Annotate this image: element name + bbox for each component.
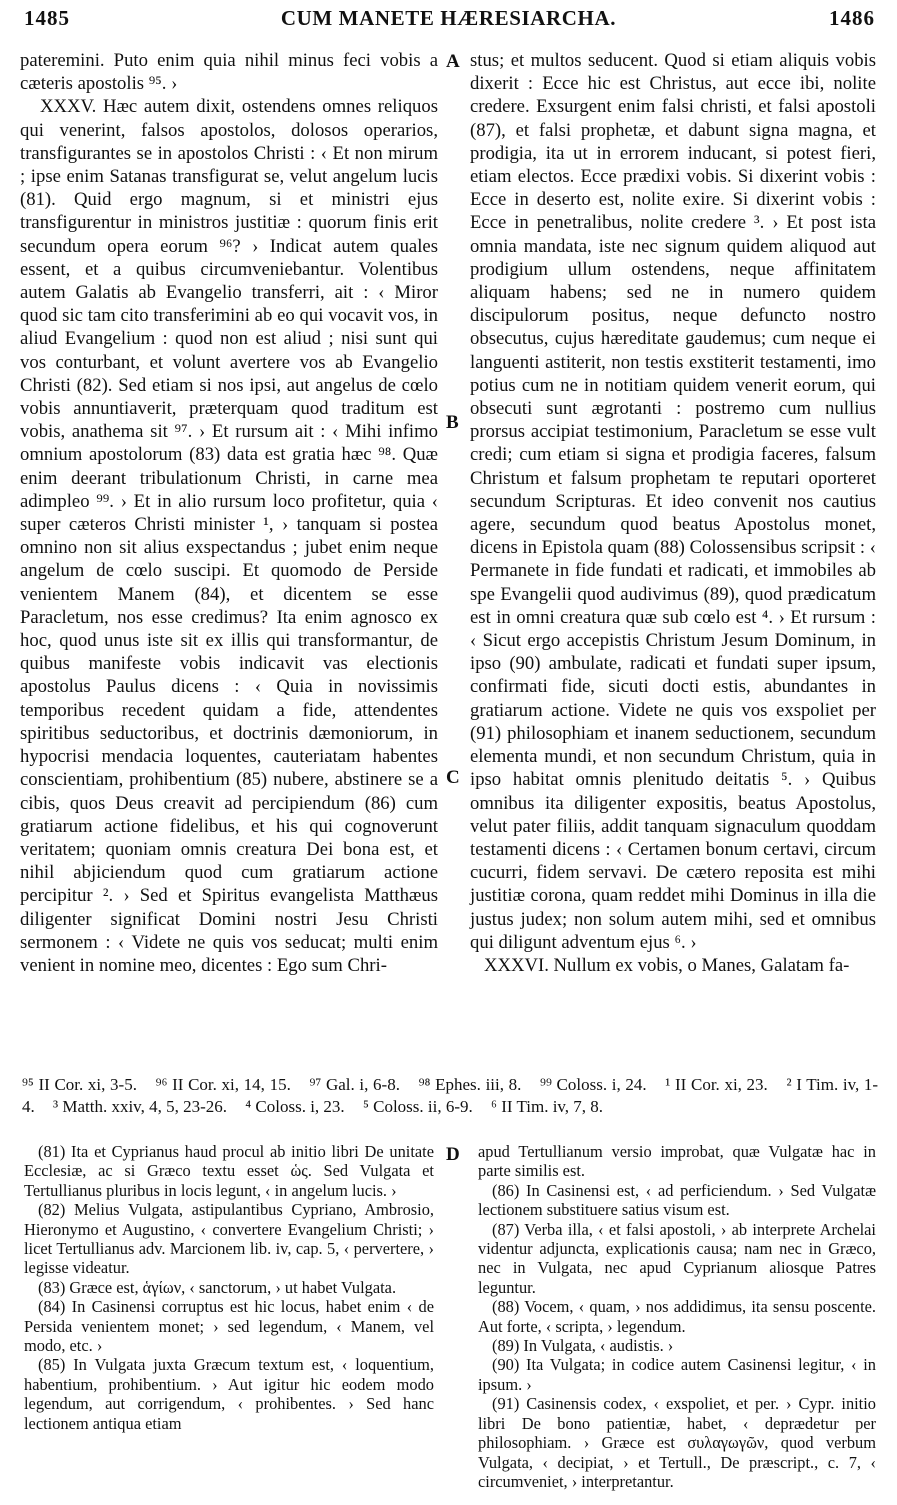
- main-text-left-column: [20, 49, 438, 977]
- scripture-reference: ³ Matth. xxiv, 4, 5, 23-26.: [53, 1096, 227, 1116]
- margin-letter-b: B: [446, 412, 459, 433]
- paragraph: stus; et multos seducent. Quod si etiam aliquis vobis dixerit : Ecce hic est Christus, aut ecce ibi, nolite credere. Exsurgent enim falsi christi, et falsi apostoli (87), et falsi prophetæ, et dabunt signa magna, et prodigia, ita ut in errorem inducant, si potest fieri, etiam electos. Ecce prædixi vobis. Si dixerint vobis : Ecce in deserto est, nolite exire. Si dixerint vobis : Ecce in penetralibus, nolite credere ³. › Et post ista omnia mandata, iste nec signum quidem aliquod aut prodigium ullum ostendens, neque affinitatem aliquam habens; sed ne in numero quidem discipulorum positus, neque defuncto nostro obsecutus, cujus hæreditate gaudemus; cum neque ei languenti astiterit, non testis exstiterit testamenti, imo potius cum ne in notitiam quidem venerit eorum, qui obsecuti sunt ægrotanti : postremo cum nullius prorsus accipiat testimonium, Paracletum se esse vult credi; cum etiam si signa et prodigia faceres, falsum Christum et falsum prophetam te reputari oporteret secundum Scripturas. Et ideo convenit nos cautius agere, secundum quod beatus Apostolus monet, dicens in Epistola quam (88) Colossensibus scripsit : ‹ Permanete in fide fundati et radicati, et immobiles ab spe Evangelii quod audivimus (89), quod prædicatum est in omni creatura quæ sub cœlo est ⁴. › Et rursum : ‹ Sicut ergo accepistis Christum Jesum Dominum, in ipso (90) ambulate, radicati et fundati super ipsum, confirmati fide, sicuti docti estis, abundantes in gratiarum actione. Videte ne quis vos exspoliet per (91) philosophiam et inanem seductionem, secundum elementa mundi, et non secundum Christum, quia in ipso habitat omnis plenitudo deitatis ⁵. › Quibus omnibus ita diligenter expositis, beatus Apostolus, velut pater filiis, addit tanquam signaculum quoddam testamenti dicens : ‹ Certamen bonum certavi, circum cucurri, fidem servavi. De cætero reposita est mihi justitiæ corona, quam reddet mihi Dominus in illa die justus judex; non solum autem mihi, sed et omnibus qui diligunt adventum ejus ⁶. ›: [470, 50, 876, 953]
- footnote: apud Tertullianum versio improbat, quæ Vulgatæ hac in parte similis est.: [478, 1142, 876, 1181]
- footnote: (85) In Vulgata juxta Græcum textum est, ‹ loquentium, habentium, prohibentium. › Aut igitur hic eodem modo legendum, aut corrigendum, ‹ prohibentes. › Sed hanc lectionem antiqua etiam: [24, 1355, 434, 1433]
- margin-letter-a: A: [446, 51, 460, 72]
- paragraph: XXXV. Hæc autem dixit, ostendens omnes reliquos qui venerint, falsos apostolos, dolosos operarios, transfigurantes se in apostolos Christi : ‹ Et non mirum ; ipse enim Satanas transfigurat se, velut angelum lucis (81). Quid ergo magnum, si et ministri ejus transfigurentur in ministros justitiæ : quorum finis erit secundum opera eorum ⁹⁶? › Indicat autem quales essent, et a quibus circumveniebantur. Volentibus autem Galatis ab Evangelio transferri, ait : ‹ Miror quod sic tam cito transferimini ab eo qui vocavit vos, in aliud Evangelium : quod non est aliud ; nisi sunt qui vos conturbant, et volunt avertere vos ab Evangelio Christi (82). Sed etiam si nos ipsi, aut angelus de cœlo vobis annuntiaverit, præterquam quod traditum est vobis, anathema sit ⁹⁷. › Et rursum ait : ‹ Mihi infimo omnium apostolorum (83) data est gratia hæc ⁹⁸. Quæ enim deerant tribulationum Christi, in carne mea adimpleo ⁹⁹. › Et in alio rursum loco profitetur, quia ‹ super cæteros Christi minister ¹, › tanquam si postea omnino non sit alius exspectandus ; jubet enim neque angelum de cœlo suscipi. Et quomodo de Perside venientem Manem (84), et dicentem se esse Paracletum, nos esse credimus? Ita enim agnosco ex hoc, quod unus iste sit ex illis qui transformantur, de quibus manifeste vobis indicavit vas electionis apostolus Paulus dicens : ‹ Quia in novissimis temporibus recedent quidam a fide, attendentes spiritibus seductoribus, et doctrinis dæmoniorum, in hypocrisi mendacia loquentes, cauteriatam habentes conscientiam, prohibentium (85) nubere, abstinere se a cibis, quos Deus creavit ad percipiendum (86) cum gratiarum actione fidelibus, et his qui cognoverunt veritatem; quoniam omnis creatura Dei bona est, et nihil abjiciendum quod cum gratiarum actione percipitur ². › Sed et Spiritus evangelista Matthæus diligenter significat Domini nostri Jesu Christi sermonem : ‹ Videte ne quis vos seducat; multi enim venient in nomine meo, dicentes : Ego sum Chri-: [20, 96, 438, 976]
- page-header: [0, 0, 897, 40]
- footnotes-left-column: [24, 1142, 434, 1433]
- footnote: (81) Ita et Cyprianus haud procul ab initio libri De unitate Ecclesiæ, ac si Græco textu esset ὡς. Sed Vulgata et Tertullianus pluribus in locis legunt, ‹ in angelum lucis. ›: [24, 1142, 434, 1200]
- scripture-references: [22, 1074, 878, 1117]
- footnotes-right-column: [478, 1142, 876, 1491]
- paragraph: pateremini. Puto enim quia nihil minus feci vobis a cæteris apostolis ⁹⁵. ›: [20, 50, 438, 95]
- page-number-right: 1486: [829, 6, 875, 30]
- footnote: (91) Casinensis codex, ‹ exspoliet, et per. › Cypr. initio libri De bono patientiæ, habet, ‹ deprædetur per philosophiam. › Græce est συλαγωγῶν, quod verbum Vulgata, ‹ decipiat, › et Tertull., De præscript., c. 7, ‹ circumveniet, › interpretantur.: [478, 1394, 876, 1491]
- margin-letter-d: D: [446, 1144, 460, 1165]
- scripture-reference: ² I Tim. iv, 1-4.: [22, 1075, 879, 1116]
- scripture-reference: ⁹⁵ II Cor. xi, 3-5.: [22, 1075, 137, 1094]
- footnote: (84) In Casinensi corruptus est hic locus, habet enim ‹ de Persida venientem monet; › sed legendum, ‹ Manem, vel modo, etc. ›: [24, 1297, 434, 1356]
- running-title: CUM MANETE HÆRESIARCHA.: [280, 6, 617, 30]
- scripture-reference: ⁶ II Tim. iv, 7, 8.: [491, 1096, 604, 1116]
- scripture-reference: ⁹⁶ II Cor. xi, 14, 15.: [155, 1075, 291, 1094]
- scripture-reference: ¹ II Cor. xi, 23.: [665, 1075, 768, 1094]
- margin-letter-c: C: [446, 767, 460, 788]
- page-number-left: 1485: [24, 6, 70, 30]
- footnote: (90) Ita Vulgata; in codice autem Casinensi legitur, ‹ in ipsum. ›: [478, 1355, 876, 1394]
- scripture-reference: ⁴ Coloss. i, 23.: [245, 1096, 345, 1116]
- paragraph: XXXVI. Nullum ex vobis, o Manes, Galatam fa-: [484, 954, 850, 976]
- scripture-reference: ⁹⁷ Gal. i, 6-8.: [309, 1075, 400, 1094]
- footnote: (83) Græce est, ἁγίων, ‹ sanctorum, › ut habet Vulgata.: [38, 1277, 397, 1297]
- scripture-reference: ⁹⁹ Coloss. i, 24.: [540, 1075, 647, 1094]
- footnote: (82) Melius Vulgata, astipulantibus Cypriano, Ambrosio, Hieronymo et Augustino, ‹ convertere Evangelium Christi; › licet Tertullianus adv. Marcionem lib. iv, cap. 5, ‹ pervertere, › legisse videatur.: [24, 1200, 434, 1278]
- footnote: (89) In Vulgata, ‹ audistis. ›: [492, 1336, 674, 1356]
- footnote: (86) In Casinensi est, ‹ ad perficiendum. › Sed Vulgatæ lectionem substituere satius visum est.: [478, 1180, 876, 1220]
- main-text-right-column: [470, 49, 876, 977]
- scripture-reference: ⁹⁸ Ephes. iii, 8.: [418, 1075, 522, 1094]
- scripture-reference: ⁵ Coloss. ii, 6-9.: [362, 1096, 473, 1116]
- footnote: (87) Verba illa, ‹ et falsi apostoli, › ab interprete Archelai videntur adjuncta, explicationis causa; nam nec in Græco, nec in Vulgata, nec apud Cyprianum aliosque Patres leguntur.: [478, 1219, 876, 1297]
- footnote: (88) Vocem, ‹ quam, › nos addidimus, ita sensu poscente. Aut forte, ‹ scripta, › legendum.: [478, 1297, 876, 1336]
